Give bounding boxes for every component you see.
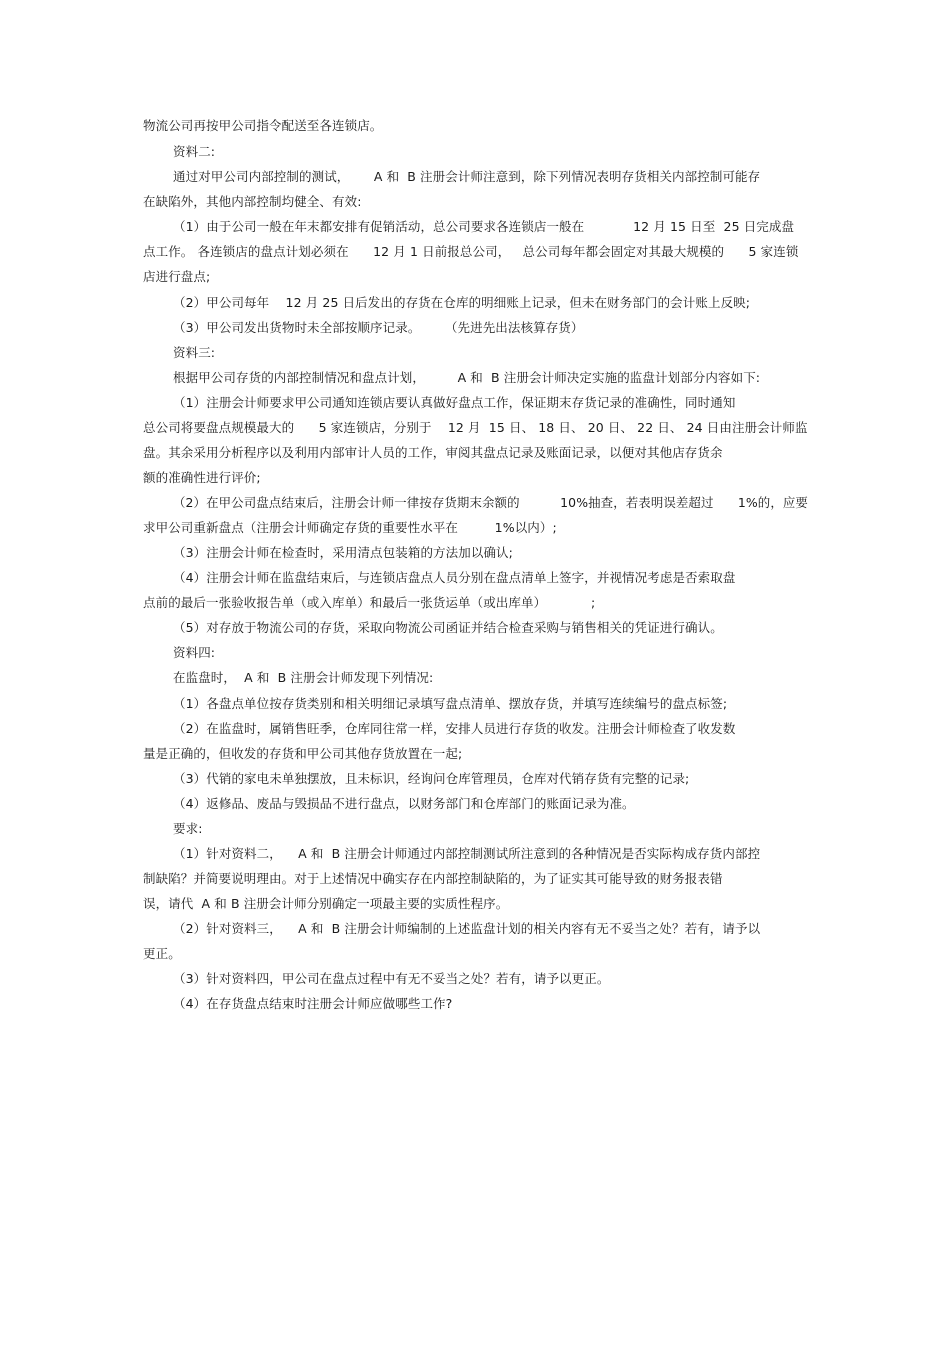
- section-heading: 要求:: [173, 821, 203, 836]
- text-line: （1）由于公司一般在年末都安排有促销活动，总公司要求各连锁店一般在 12 月 15 日至 25 日完成盘: [173, 219, 795, 234]
- text-line: （2）针对资料三， A 和 B 注册会计师编制的上述监盘计划的相关内容有无不妥当之处？若有，请予以: [173, 921, 761, 936]
- text-line: （3）针对资料四，甲公司在盘点过程中有无不妥当之处？若有，请予以更正。: [173, 971, 610, 986]
- text-line: （4）在存货盘点结束时注册会计师应做哪些工作?: [173, 996, 453, 1011]
- text-line: （1）注册会计师要求甲公司通知连锁店要认真做好盘点工作，保证期末存货记录的准确性，同时通知: [173, 395, 736, 410]
- text-line: 在监盘时， A 和 B 注册会计师发现下列情况:: [173, 670, 434, 685]
- text-line: 额的准确性进行评价;: [143, 470, 261, 485]
- text-line: （3）代销的家电未单独摆放，且未标识，经询问仓库管理员，仓库对代销存货有完整的记录;: [173, 771, 690, 786]
- text-line: （3）甲公司发出货物时未全部按顺序记录。 （先进先出法核算存货）: [173, 320, 584, 335]
- text-line: （4）注册会计师在监盘结束后，与连锁店盘点人员分别在盘点清单上签字，并视情况考虑是否索取盘: [173, 570, 736, 585]
- text-line: 总公司将要盘点规模最大的 5 家连锁店，分别于 12 月 15 日、 18 日、 20 日、 22 日、 24 日由注册会计师监: [143, 420, 808, 435]
- text-line: （2）在甲公司盘点结束后，注册会计师一律按存货期末余额的 10%抽查，若表明误差超过 1%的，应要: [173, 495, 808, 510]
- text-line: 在缺陷外，其他内部控制均健全、有效:: [143, 194, 362, 209]
- section-heading: 资料四:: [173, 645, 216, 660]
- text-line: （2）在监盘时，属销售旺季，仓库同往常一样，安排人员进行存货的收发。注册会计师检查了收发数: [173, 721, 736, 736]
- section-heading: 资料三:: [173, 345, 216, 360]
- text-line: 点前的最后一张验收报告单（或入库单）和最后一张货运单（或出库单） ;: [143, 595, 596, 610]
- text-line: 制缺陷？并简要说明理由。对于上述情况中确实存在内部控制缺陷的，为了证实其可能导致的财务报表错: [143, 871, 723, 886]
- text-line: （3）注册会计师在检查时，采用清点包装箱的方法加以确认;: [173, 545, 513, 560]
- text-line: 物流公司再按甲公司指令配送至各连锁店。: [143, 118, 383, 133]
- text-line: （1）各盘点单位按存货类别和相关明细记录填写盘点清单、摆放存货，并填写连续编号的盘点标签;: [173, 696, 728, 711]
- text-line: （2）甲公司每年 12 月 25 日后发出的存货在仓库的明细账上记录，但未在财务部门的会计账上反映;: [173, 295, 751, 310]
- text-line: 求甲公司重新盘点（注册会计师确定存货的重要性水平在 1%以内）;: [143, 520, 557, 535]
- text-line: 盘。其余采用分析程序以及利用内部审计人员的工作，审阅其盘点记录及账面记录，以便对其他店存货余: [143, 445, 723, 460]
- text-line: （5）对存放于物流公司的存货，采取向物流公司函证并结合检查采购与销售相关的凭证进行确认。: [173, 620, 723, 635]
- text-line: 通过对甲公司内部控制的测试， A 和 B 注册会计师注意到，除下列情况表明存货相关内部控制可能存: [173, 169, 761, 184]
- text-line: 量是正确的，但收发的存货和甲公司其他存货放置在一起;: [143, 746, 463, 761]
- text-line: 更正。: [143, 946, 181, 961]
- text-line: 点工作。 各连锁店的盘点计划必须在 12 月 1 日前报总公司， 总公司每年都会固定对其最大规模的 5 家连锁: [143, 244, 799, 259]
- text-line: （4）返修品、废品与毁损品不进行盘点，以财务部门和仓库部门的账面记录为准。: [173, 796, 635, 811]
- section-heading: 资料二:: [173, 144, 216, 159]
- text-line: 店进行盘点;: [143, 269, 211, 284]
- text-line: 根据甲公司存货的内部控制情况和盘点计划， A 和 B 注册会计师决定实施的监盘计划部分内容如下:: [173, 370, 761, 385]
- text-line: 误，请代 A 和 B 注册会计师分别确定一项最主要的实质性程序。: [143, 896, 509, 911]
- text-line: （1）针对资料二， A 和 B 注册会计师通过内部控制测试所注意到的各种情况是否实际构成存货内部控: [173, 846, 761, 861]
